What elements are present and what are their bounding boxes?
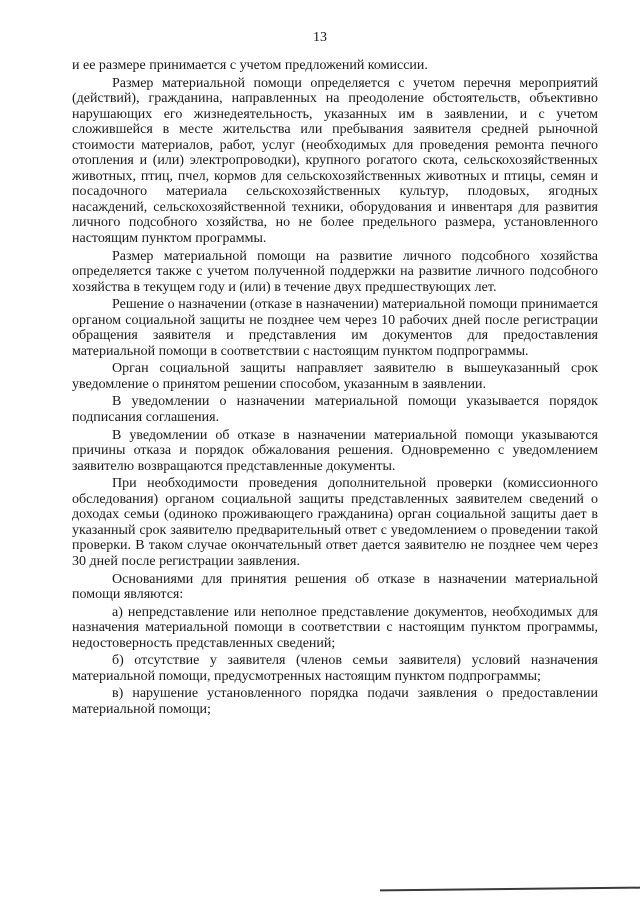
- paragraph-5: Орган социальной защиты направляет заявителю в вышеуказанный срок уведомление о принятом решении способом, указанным в заявлении.: [72, 361, 598, 392]
- paragraph-1: и ее размере принимается с учетом предложений комиссии.: [72, 58, 428, 73]
- paragraph-8: При необходимости проведения дополнительной проверки (комиссионного обследования) органом социальной защиты представленных заявителем сведений о доходах семьи (одиноко проживающего гражданина) орган социальной защиты дает в указанный срок заявителю предварительный ответ с уведомлением о проведении такой проверки. В таком случае окончательный ответ дается заявителю не позднее чем через 30 дней после регистрации заявления.: [72, 476, 598, 569]
- paragraph-11: б) отсутствие у заявителя (членов семьи заявителя) условий назначения материальной помощи, предусмотренных настоящим пунктом подпрограммы;: [72, 653, 598, 684]
- paragraph-9: Основаниями для принятия решения об отказе в назначении материальной помощи являются:: [72, 571, 598, 603]
- paragraph-6: В уведомлении о назначении материальной помощи указывается порядок подписания соглашения.: [72, 394, 598, 426]
- paragraph-2: Размер материальной помощи определяется с учетом перечня мероприятий (действий), гражданина, направленных на преодоление обстоятельств, объективно нарушающих его жизнедеятельность, указанных им в заявлении, и с учетом сложившейся в месте жительства или пребывания заявителя средней рыночной стоимости материалов, работ, услуг (необходимых для проведения ремонта печного отопления и (или) электропроводки), крупного рогатого скота, сельскохозяйственных животных, птиц, пчел, кормов для сельскохозяйственных животных и птицы, семян и посадочного материала сельскохозяйственных культур, плодовых, ягодных насаждений, сельскохозяйственной техники, оборудования и инвентаря для развития личного подсобного хозяйства, но не более предельного размера, установленного настоящим пунктом программы.: [72, 75, 598, 247]
- document-body: [72, 58, 598, 719]
- paragraph-4: Решение о назначении (отказе в назначении) материальной помощи принимается органом социальной защиты не позднее чем через 10 рабочих дней после регистрации обращения заявителя и представления им документов для предоставления материальной помощи в соответствии с настоящим пунктом подпрограммы.: [72, 297, 598, 359]
- paragraph-3: Размер материальной помощи на развитие личного подсобного хозяйства определяется также с учетом полученной поддержки на развитие личного подсобного хозяйства в текущем году и (или) в течение двух предшествующих лет.: [72, 248, 598, 295]
- paragraph-10: а) непредставление или неполное представление документов, необходимых для назначения материальной помощи в соответствии с настоящим пунктом программы, недостоверность представленных сведений;: [72, 604, 598, 651]
- page-number: 13: [313, 30, 327, 45]
- paragraph-12: в) нарушение установленного порядка подачи заявления о предоставлении материальной помощи;: [72, 686, 598, 717]
- page-edge-line: [380, 887, 640, 891]
- paragraph-7: В уведомлении об отказе в назначении материальной помощи указываются причины отказа и порядок обжалования решения. Одновременно с уведомлением заявителю возвращаются представленные документы.: [72, 427, 598, 474]
